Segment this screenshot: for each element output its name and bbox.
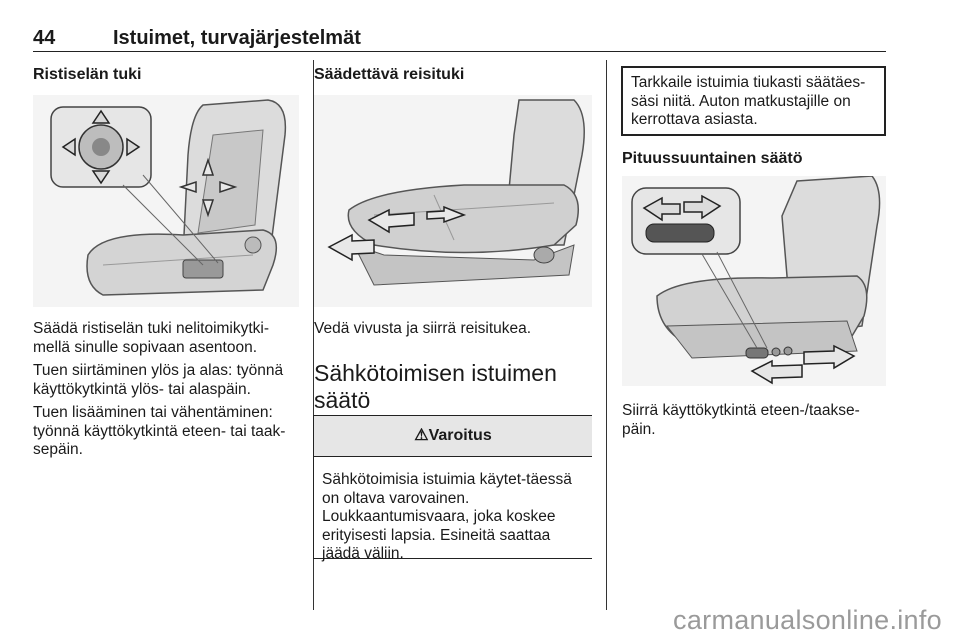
warning-text: Sähkötoimisia istuimia käytet-täessä on oltava varovainen. Loukkaantumisvaara, joka koskee erityisesti lapsia. Esineitä saattaa jäädä väliin. [322, 471, 572, 562]
thigh-support-illustration-icon [314, 95, 592, 307]
lumbar-support-illustration-icon [33, 95, 299, 307]
notice-box: Tarkkaile istuimia tiukasti säätäes-säsi niitä. Auton matkustajille on kerrottava asiasta. [621, 66, 886, 136]
lumbar-support-heading: Ristiselän tuki [33, 66, 142, 83]
longitudinal-adjust-illustration-icon [622, 176, 886, 386]
lumbar-paragraph-2: Tuen siirtäminen ylös ja alas: työnnä käyttökytkintä ylös- tai alaspäin. [33, 362, 284, 398]
warning-header [314, 416, 592, 457]
longitudinal-adjust-instruction: Siirrä käyttökytkintä eteen-/taakse-päin. [622, 402, 860, 438]
page-number: 44 [33, 27, 56, 49]
warning-box [313, 415, 592, 562]
thigh-support-heading: Säädettävä reisituki [314, 66, 465, 83]
chapter-title: Istuimet, turvajärjestelmät [113, 27, 361, 49]
thigh-support-instruction: Vedä vivusta ja siirrä reisitukea. [314, 320, 532, 337]
watermark: carmanualsonline.info [673, 605, 942, 635]
lumbar-paragraph-3: Tuen lisääminen tai vähentäminen: työnnä käyttökytkintä eteen- tai taak-sepäin. [33, 404, 286, 458]
page-header [33, 27, 886, 52]
longitudinal-adjust-heading: Pituussuuntainen säätö [622, 150, 803, 167]
warning-triangle-icon: ⚠ [414, 427, 429, 444]
lumbar-paragraph-1: Säädä ristiselän tuki nelitoimikytki-mellä sinulle sopivaan asentoon. [33, 320, 270, 356]
power-seat-section-title: Sähkötoimisen istuimen säätö [314, 360, 557, 413]
column-divider [606, 60, 607, 610]
warning-title: Varoitus [428, 427, 492, 444]
